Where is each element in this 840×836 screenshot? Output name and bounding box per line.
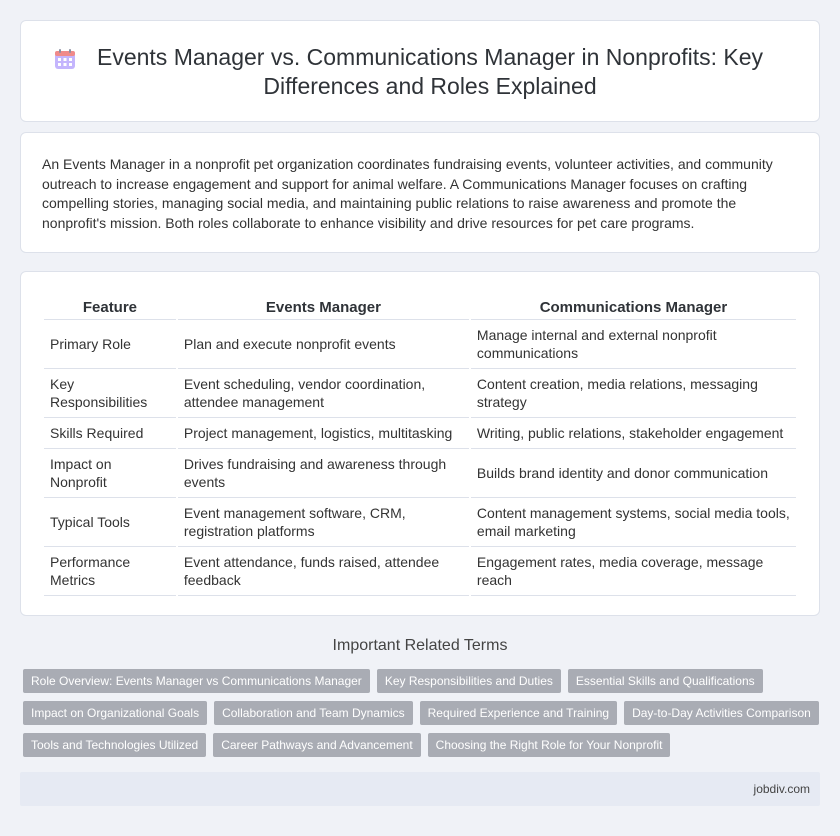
- feature-cell: Key Responsibilities: [44, 369, 176, 418]
- events-cell: Event scheduling, vendor coordination, attendee management: [178, 369, 469, 418]
- feature-cell: Skills Required: [44, 418, 176, 449]
- communications-cell: Builds brand identity and donor communication: [471, 449, 796, 498]
- related-tag[interactable]: Choosing the Right Role for Your Nonprofit: [428, 733, 671, 757]
- events-cell: Drives fundraising and awareness through events: [178, 449, 469, 498]
- related-tag[interactable]: Day-to-Day Activities Comparison: [624, 701, 819, 725]
- intro-paragraph: An Events Manager in a nonprofit pet organization coordinates fundraising events, volunteer activities, and community outreach to increase engagement and support for animal welfare. A Communications Manager focuses on crafting compelling stories, managing social media, and maintaining public relations to raise awareness and promote the nonprofit's mission. Both roles collaborate to enhance visibility and drive resources for pet care programs.: [42, 156, 773, 231]
- communications-cell: Content management systems, social media tools, email marketing: [471, 498, 796, 547]
- feature-cell: Primary Role: [44, 320, 176, 369]
- events-cell: Plan and execute nonprofit events: [178, 320, 469, 369]
- related-tag[interactable]: Key Responsibilities and Duties: [377, 669, 561, 693]
- events-cell: Event attendance, funds raised, attendee feedback: [178, 547, 469, 596]
- table-row: [44, 547, 796, 596]
- related-tag[interactable]: Collaboration and Team Dynamics: [214, 701, 413, 725]
- intro-card: [20, 132, 820, 253]
- feature-cell: Typical Tools: [44, 498, 176, 547]
- table-row: [44, 320, 796, 369]
- header-feature: Feature: [44, 296, 176, 320]
- footer: [20, 772, 820, 806]
- related-terms-heading: Important Related Terms: [332, 637, 508, 654]
- table-row: [44, 498, 796, 547]
- table-row: [44, 418, 796, 449]
- comparison-table: [42, 296, 798, 596]
- related-terms-tags: [23, 669, 823, 765]
- events-cell: Event management software, CRM, registration platforms: [178, 498, 469, 547]
- related-tag[interactable]: Role Overview: Events Manager vs Communications Manager: [23, 669, 370, 693]
- events-cell: Project management, logistics, multitasking: [178, 418, 469, 449]
- footer-site-link[interactable]: jobdiv.com: [753, 782, 810, 796]
- communications-cell: Content creation, media relations, messaging strategy: [471, 369, 796, 418]
- header-events-manager: Events Manager: [178, 296, 469, 320]
- feature-cell: Impact on Nonprofit: [44, 449, 176, 498]
- header-card: [20, 20, 820, 122]
- related-tag[interactable]: Career Pathways and Advancement: [213, 733, 420, 757]
- table-row: [44, 369, 796, 418]
- table-header-row: [44, 296, 796, 320]
- table-row: [44, 449, 796, 498]
- communications-cell: Writing, public relations, stakeholder engagement: [471, 418, 796, 449]
- header-communications-manager: Communications Manager: [471, 296, 796, 320]
- feature-cell: Performance Metrics: [44, 547, 176, 596]
- communications-cell: Manage internal and external nonprofit communications: [471, 320, 796, 369]
- communications-cell: Engagement rates, media coverage, message reach: [471, 547, 796, 596]
- related-tag[interactable]: Required Experience and Training: [420, 701, 617, 725]
- related-tag[interactable]: Impact on Organizational Goals: [23, 701, 207, 725]
- comparison-card: [20, 271, 820, 616]
- related-tag[interactable]: Essential Skills and Qualifications: [568, 669, 763, 693]
- page-title: Events Manager vs. Communications Manager in Nonprofits: Key Differences and Roles Explained: [96, 44, 764, 99]
- related-tag[interactable]: Tools and Technologies Utilized: [23, 733, 206, 757]
